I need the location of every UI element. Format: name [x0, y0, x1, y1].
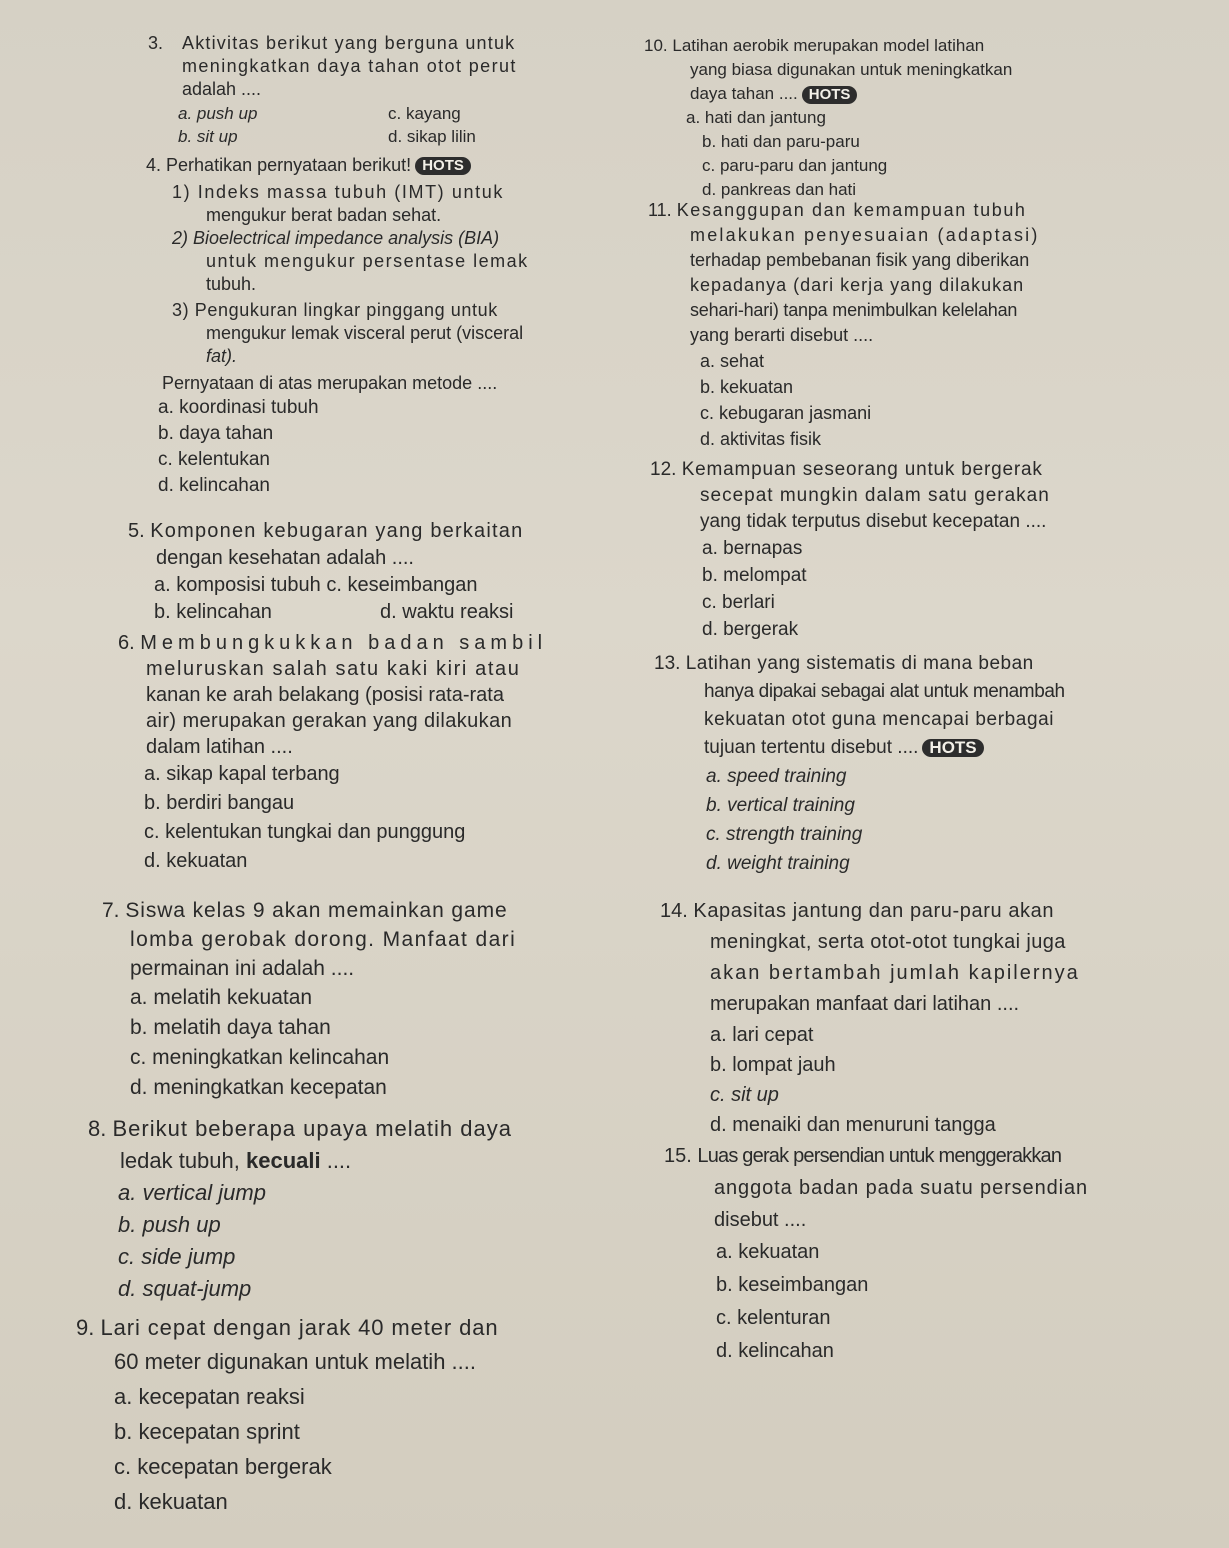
statement-line: 3) Pengukuran lingkar pinggang untuk [172, 300, 498, 320]
option-a: a. bernapas [702, 538, 803, 559]
question-stem-line: lomba gerobak dorong. Manfaat dari [130, 928, 517, 951]
statement-line: mengukur berat badan sehat. [206, 205, 442, 225]
question-stem-line: meningkat, serta otot-otot tungkai juga [710, 931, 1066, 953]
question-number: 7. [102, 899, 120, 922]
question-stem-line: daya tahan .... [690, 84, 798, 103]
question-stem-line: terhadap pembebanan fisik yang diberikan [690, 250, 1030, 270]
question-stem-text: .... [320, 1148, 352, 1173]
option-c: c. kecepatan bergerak [114, 1454, 332, 1479]
statement-line: 2) Bioelectrical impedance analysis (BIA) [172, 228, 500, 248]
question-11 [648, 198, 1128, 452]
question-stem-line: yang biasa digunakan untuk meningkatkan [690, 60, 1013, 79]
question-number: 3. [148, 33, 164, 53]
option-c: c. sit up [710, 1084, 779, 1106]
option-a: a. push up [178, 104, 258, 123]
option-c: c. keseimbangan [326, 574, 478, 596]
option-d: d. meningkatkan kecepatan [130, 1076, 387, 1099]
question-6 [118, 630, 638, 876]
statement-line: fat). [206, 346, 238, 366]
hots-badge: HOTS [922, 739, 983, 757]
option-a: a. komposisi tubuh [154, 574, 321, 596]
option-a: a. melatih kekuatan [130, 986, 313, 1009]
option-c: c. kelenturan [716, 1307, 831, 1329]
question-12 [650, 457, 1130, 643]
question-stem-line: kepadanya (dari kerja yang dilakukan [690, 275, 1025, 295]
option-b: b. keseimbangan [716, 1274, 869, 1296]
option-b: b. daya tahan [158, 423, 274, 444]
question-stem-line: Latihan aerobik merupakan model latihan [672, 36, 985, 55]
option-a: a. kekuatan [716, 1241, 820, 1263]
option-d: d. menaiki dan menuruni tangga [710, 1114, 996, 1136]
option-c: c. kelentukan tungkai dan punggung [144, 821, 466, 843]
option-a: a. sehat [700, 351, 765, 371]
option-d: d. sikap lilin [388, 127, 476, 146]
question-stem-line: Kapasitas jantung dan paru-paru akan [693, 900, 1055, 922]
option-c: c. meningkatkan kelincahan [130, 1046, 390, 1069]
question-15 [664, 1140, 1184, 1368]
question-intro: Perhatikan pernyataan berikut! [166, 155, 412, 175]
option-b-text: b. kecepatan sprint [114, 1419, 300, 1444]
option-d: d. kekuatan [144, 850, 248, 872]
option-b: b. hati dan paru-paru [702, 132, 860, 151]
option-a: a. lari cepat [710, 1024, 814, 1046]
option-a: a. hati dan jantung [686, 108, 826, 127]
question-stem-line: hanya dipakai sebagai alat untuk menambah [704, 681, 1065, 702]
question-stem-line: Lari cepat dengan jarak 40 meter dan [100, 1315, 499, 1340]
option-c: c. kelentukan [158, 449, 270, 470]
question-stem-line: Luas gerak persendian untuk menggerakkan [697, 1145, 1062, 1167]
question-number: 5. [128, 520, 145, 542]
question-13 [654, 650, 1134, 878]
question-9 [76, 1311, 636, 1519]
option-d: d. kelincahan [158, 475, 270, 496]
question-number: 15. [664, 1145, 692, 1167]
question-number: 12. [650, 459, 677, 480]
statement-line: mengukur lemak visceral perut (visceral [206, 323, 524, 343]
question-14 [660, 896, 1160, 1140]
question-stem-line: Komponen kebugaran yang berkaitan [150, 520, 524, 542]
statement-line: tubuh. [206, 274, 257, 294]
option-a: a. vertical jump [118, 1180, 266, 1205]
question-stem-line: disebut .... [714, 1209, 807, 1231]
question-stem-line: Membungkukkan badan sambil [140, 632, 548, 654]
option-c: c. side jump [118, 1244, 236, 1269]
question-stem-line: merupakan manfaat dari latihan .... [710, 993, 1020, 1015]
option-b: b. melompat [702, 565, 807, 586]
question-4 [146, 154, 626, 499]
question-stem-line: dalam latihan .... [146, 736, 293, 758]
question-stem-line: air) merupakan gerakan yang dilakukan [146, 710, 513, 732]
question-5 [128, 518, 628, 626]
question-stem-line: Berikut beberapa upaya melatih daya [112, 1116, 512, 1141]
question-number: 4. [146, 155, 162, 175]
hots-badge: HOTS [415, 157, 471, 175]
option-b: b. push up [118, 1212, 221, 1237]
question-stem-line: adalah .... [182, 79, 262, 99]
question-stem-line: yang tidak terputus disebut kecepatan .... [700, 511, 1047, 532]
question-stem-line: Aktivitas berikut yang berguna untuk [182, 33, 516, 53]
option-c: c. paru-paru dan jantung [702, 156, 888, 175]
question-stem-line: Kesanggupan dan kemampuan tubuh [676, 200, 1027, 220]
question-stem-line: dengan kesehatan adalah .... [156, 547, 414, 569]
option-a: a. sikap kapal terbang [144, 763, 340, 785]
question-number: 8. [88, 1116, 107, 1141]
option-b: b. lompat jauh [710, 1054, 836, 1076]
statement-line: untuk mengukur persentase lemak [206, 251, 529, 271]
option-a: a. kecepatan reaksi [114, 1384, 305, 1409]
option-d: d. weight training [706, 853, 850, 874]
question-stem-line: tujuan tertentu disebut .... [704, 737, 919, 758]
question-stem-emphasis: kecuali [245, 1148, 321, 1173]
option-d: d. kelincahan [716, 1340, 834, 1362]
question-text: Pernyataan di atas merupakan metode .... [162, 373, 498, 393]
question-number: 11. [648, 200, 672, 220]
option-d: d. kekuatan [114, 1489, 228, 1514]
option-c: c. kebugaran jasmani [700, 403, 872, 423]
option-c: c. berlari [702, 592, 775, 613]
hots-badge: HOTS [802, 86, 858, 104]
option-c: c. strength training [706, 824, 863, 845]
option-d: d. aktivitas fisik [700, 429, 822, 449]
question-stem-line: secepat mungkin dalam satu gerakan [700, 485, 1050, 506]
option-d: d. waktu reaksi [380, 601, 514, 623]
option-d: d. pankreas dan hati [702, 180, 857, 199]
question-stem-line: kekuatan otot guna mencapai berbagai [704, 709, 1055, 730]
question-stem-line: kanan ke arah belakang (posisi rata-rata [146, 684, 504, 706]
option-b: b. kelincahan [154, 601, 272, 623]
statement-line: 1) Indeks massa tubuh (IMT) untuk [172, 182, 504, 202]
question-stem-line: Kemampuan seseorang untuk bergerak [681, 459, 1043, 480]
question-number: 6. [118, 632, 135, 654]
question-3 [148, 32, 628, 146]
question-number: 13. [654, 653, 681, 674]
option-b: b. melatih daya tahan [130, 1016, 331, 1039]
question-7 [102, 896, 632, 1103]
question-stem-line: permainan ini adalah .... [130, 957, 355, 980]
question-stem-line: meningkatkan daya tahan otot perut [182, 56, 517, 76]
question-number: 10. [644, 36, 668, 55]
question-stem-line: sehari-hari) tanpa menimbulkan kelelahan [690, 300, 1018, 320]
question-stem-line: Latihan yang sistematis di mana beban [685, 653, 1034, 674]
question-stem-line: yang berarti disebut .... [690, 325, 874, 345]
question-8 [88, 1113, 628, 1305]
question-stem-line: anggota badan pada suatu persendian [714, 1177, 1089, 1199]
option-b [114, 1414, 636, 1449]
option-b: b. kekuatan [700, 377, 794, 397]
question-number: 9. [76, 1315, 95, 1340]
option-a: a. speed training [706, 766, 847, 787]
option-b: b. vertical training [706, 795, 855, 816]
question-stem-line: 60 meter digunakan untuk melatih .... [114, 1349, 476, 1374]
option-b: b. berdiri bangau [144, 792, 295, 814]
question-stem-text: ledak tubuh, [120, 1148, 246, 1173]
question-number: 14. [660, 900, 688, 922]
option-a: a. koordinasi tubuh [158, 397, 319, 418]
question-stem-line: Siswa kelas 9 akan memainkan game [125, 899, 508, 922]
question-stem-line: melakukan penyesuaian (adaptasi) [690, 225, 1040, 245]
option-c: c. kayang [388, 104, 461, 123]
question-stem-line: akan bertambah jumlah kapilernya [710, 962, 1080, 984]
option-b: b. sit up [178, 127, 238, 146]
question-stem-line: meluruskan salah satu kaki kiri atau [146, 658, 521, 680]
option-d: d. bergerak [702, 619, 799, 640]
question-10 [644, 34, 1124, 202]
option-d: d. squat-jump [118, 1276, 252, 1301]
